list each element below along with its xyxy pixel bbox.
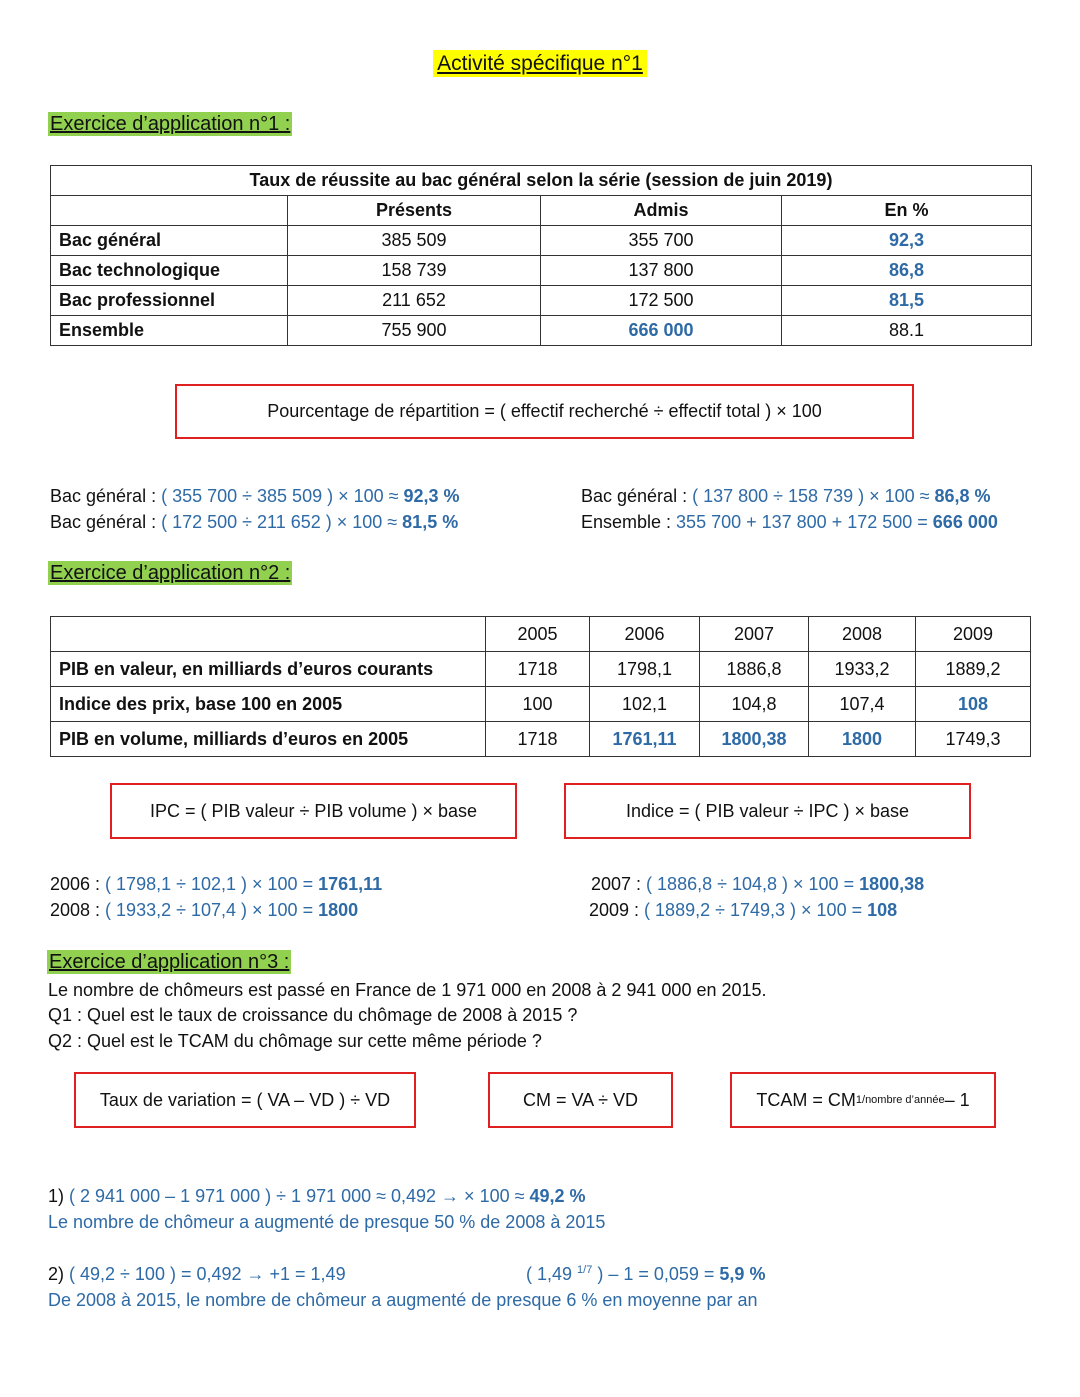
- exercise-3-heading: Exercice d’application n°3 :: [49, 951, 290, 973]
- answer-1: 1) ( 2 941 000 – 1 971 000 ) ÷ 1 971 000 ≈ 0,492 → × 100 ≈ 49,2 %: [48, 1186, 586, 1206]
- calc-line: 2007 : ( 1886,8 ÷ 104,8 ) × 100 = 1800,38: [591, 874, 925, 894]
- table-row: Bac professionnel 211 652 172 500 81,5: [51, 286, 1032, 316]
- page-title: Activité spécifique n°1: [0, 52, 1080, 76]
- calc-line: Bac général : ( 172 500 ÷ 211 652 ) × 100 ≈ 81,5 %: [50, 512, 459, 532]
- formula-box-tcam: TCAM = CM 1/nombre d’année – 1: [730, 1072, 996, 1128]
- question-1: Q1 : Quel est le taux de croissance du chômage de 2008 à 2015 ?: [48, 1005, 578, 1025]
- table-caption: Taux de réussite au bac général selon la série (session de juin 2019): [51, 166, 1032, 196]
- statement: Le nombre de chômeurs est passé en France de 1 971 000 en 2008 à 2 941 000 en 2015.: [48, 980, 767, 1000]
- table-row: Ensemble 755 900 666 000 88.1: [51, 316, 1032, 346]
- calc-line: Ensemble : 355 700 + 137 800 + 172 500 = 666 000: [581, 512, 998, 532]
- table-header-row: Présents Admis En %: [51, 196, 1032, 226]
- answer-2: 2) ( 49,2 ÷ 100 ) = 0,492 → +1 = 1,49: [48, 1264, 346, 1284]
- calc-line: 2009 : ( 1889,2 ÷ 1749,3 ) × 100 = 108: [589, 900, 898, 920]
- answer-2-text: De 2008 à 2015, le nombre de chômeur a augmenté de presque 6 % en moyenne par an: [48, 1290, 758, 1310]
- table-row: Bac technologique 158 739 137 800 86,8: [51, 256, 1032, 286]
- calc-line: Bac général : ( 137 800 ÷ 158 739 ) × 100 ≈ 86,8 %: [581, 486, 991, 506]
- calc-line: 2006 : ( 1798,1 ÷ 102,1 ) × 100 = 1761,11: [50, 874, 383, 894]
- formula-box-taux-variation: Taux de variation = ( VA – VD ) ÷ VD: [74, 1072, 416, 1128]
- table-row: Bac général 385 509 355 700 92,3: [51, 226, 1032, 256]
- table-row: PIB en valeur, en milliards d’euros courants 1718 1798,1 1886,8 1933,2 1889,2: [51, 652, 1031, 687]
- formula-box-cm: CM = VA ÷ VD: [488, 1072, 673, 1128]
- question-2: Q2 : Quel est le TCAM du chômage sur cette même période ?: [48, 1031, 542, 1051]
- table-row: Indice des prix, base 100 en 2005 100 102,1 104,8 107,4 108: [51, 687, 1031, 722]
- table-row: PIB en volume, milliards d’euros en 2005 1718 1761,11 1800,38 1800 1749,3: [51, 722, 1031, 757]
- formula-box-repartition: Pourcentage de répartition = ( effectif recherché ÷ effectif total ) × 100: [175, 384, 914, 439]
- answer-2-tcam: ( 1,49 $^{1/7}$ ) – 1 = 0,059 = 5,9 %: [526, 1264, 766, 1284]
- pib-table: [50, 616, 1031, 757]
- exercise-1-heading: Exercice d’application n°1 :: [50, 113, 291, 135]
- calc-line: 2008 : ( 1933,2 ÷ 107,4 ) × 100 = 1800: [50, 900, 359, 920]
- bac-success-table: [50, 165, 1032, 346]
- calc-line: Bac général : ( 355 700 ÷ 385 509 ) × 100 ≈ 92,3 %: [50, 486, 460, 506]
- exercise-2-heading: Exercice d’application n°2 :: [50, 562, 291, 584]
- table-header-row: 2005 2006 2007 2008 2009: [51, 617, 1031, 652]
- formula-box-indice: Indice = ( PIB valeur ÷ IPC ) × base: [564, 783, 971, 839]
- answer-1-text: Le nombre de chômeur a augmenté de presque 50 % de 2008 à 2015: [48, 1212, 606, 1232]
- formula-box-ipc: IPC = ( PIB valeur ÷ PIB volume ) × base: [110, 783, 517, 839]
